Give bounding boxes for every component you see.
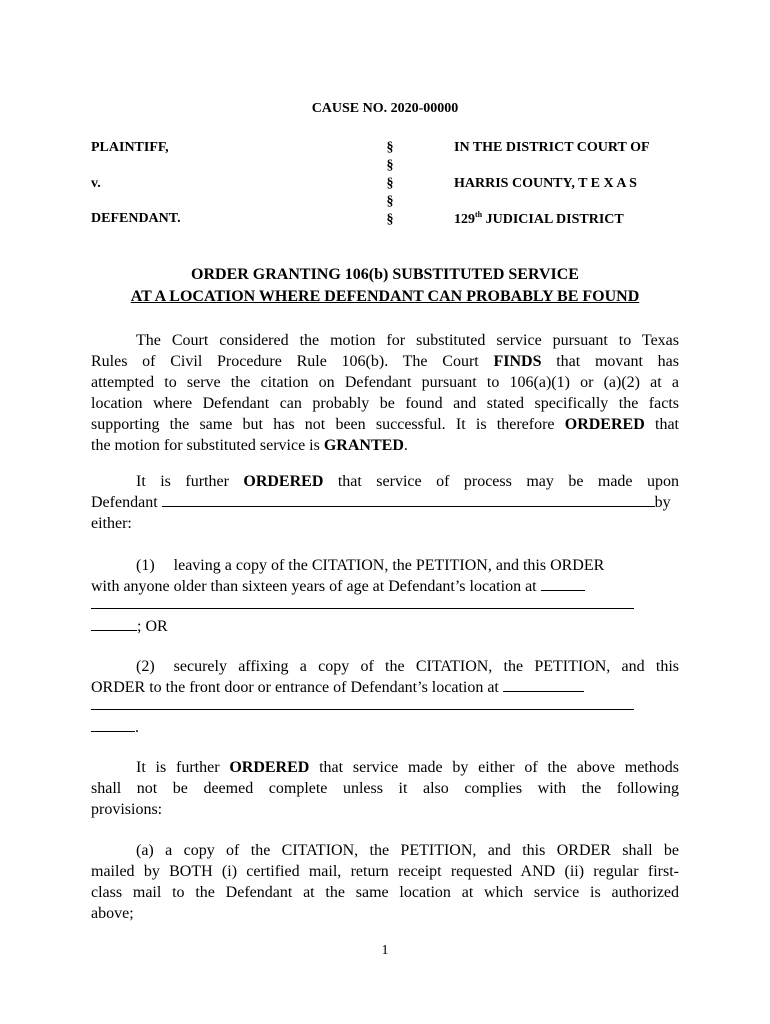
bold-term: ORDERED [243,473,324,490]
section-mark: § [386,212,394,227]
district-number: 129 [454,212,475,227]
text-line: either: [91,515,132,532]
text-run: supporting the same but has not been successful. It is therefore [91,416,565,433]
cause-number: CAUSE NO. 2020-00000 [311,101,459,116]
order-title-line2-text: AT A LOCATION WHERE DEFENDANT CAN PROBABLY BE FOUND [130,288,640,305]
text-run: It is further [136,473,244,490]
location-blank[interactable] [91,616,137,631]
district-label: JUDICIAL DISTRICT [482,212,624,227]
location-blank[interactable] [541,576,585,591]
text-run: ; OR [137,618,168,635]
order-title-line2 [0,288,770,306]
section-mark: § [386,176,394,191]
bold-term: FINDS [493,353,542,370]
order-title-line1: ORDER GRANTING 106(b) SUBSTITUTED SERVICE [191,266,579,283]
text-line: mailed by BOTH (i) certified mail, return receipt requested AND (ii) regular first- [91,863,679,880]
text-run: Rules of Civil Procedure Rule 106(b). The Court [91,353,494,370]
text-run: It is further [136,759,230,776]
text-line [91,677,679,698]
text-line: above; [91,905,134,922]
text-run: . [403,437,408,454]
text-line: attempted to serve the citation on Defendant pursuant to 106(a)(1) or (a)(2) at a [91,374,679,391]
text-line [91,757,679,778]
text-line: class mail to the Defendant at the same location at which service is authorized [91,884,679,901]
text-run: Defendant [91,494,162,511]
district-ordinal: th [475,210,483,219]
text-run: leaving a copy of the CITATION, the PETITION, and this ORDER [173,557,605,574]
caption-plaintiff: PLAINTIFF, [91,140,169,155]
section-mark: § [386,140,394,155]
service-option-1 [91,555,679,597]
caption-district [454,212,624,228]
text-line [91,656,679,677]
text-run: that service made by either of the above methods [309,759,679,776]
caption-defendant: DEFENDANT. [91,211,181,226]
text-run: the motion for substituted service is [91,437,324,454]
caption-court: IN THE DISTRICT COURT OF [454,140,650,155]
text-line: (a) a copy of the CITATION, the PETITION, and this ORDER shall be [136,842,679,859]
text-run: ORDER to the front door or entrance of Defendant’s location at [91,679,503,696]
location-blank-line[interactable] [91,709,634,710]
page-number: 1 [381,943,389,958]
paragraph-completion [91,757,679,820]
text-run: that movant has [541,353,680,370]
bold-term: ORDERED [564,416,645,433]
text-run: by [654,494,671,511]
text-line [91,435,679,456]
text-line [91,471,679,492]
service-option-2 [91,656,679,698]
caption-county: HARRIS COUNTY, T E X A S [454,176,637,191]
text-line: shall not be deemed complete unless it also complies with the following [91,780,679,797]
paragraph-findings [91,330,679,456]
text-line [91,414,679,435]
option-2-end [91,717,139,737]
text-run: with anyone older than sixteen years of age at Defendant’s location at [91,578,541,595]
text-line [91,555,679,576]
text-run: that [644,416,679,433]
text-run: securely affixing a copy of the CITATION, the PETITION, and this [173,658,679,675]
defendant-name-blank[interactable] [162,492,655,507]
bold-term: ORDERED [229,759,310,776]
caption-versus: v. [91,176,101,191]
location-blank[interactable] [503,677,584,692]
section-mark: § [386,194,394,209]
location-blank[interactable] [91,717,135,732]
text-line: location where Defendant can probably be found and stated specifically the facts [91,395,679,412]
option-1-end [91,616,168,636]
text-line: The Court considered the motion for substituted service pursuant to Texas [136,332,679,349]
text-run: . [135,719,139,736]
section-mark: § [386,158,394,173]
text-line [91,351,679,372]
bold-term: GRANTED [323,437,404,454]
location-blank-line[interactable] [91,608,634,609]
item-number: (2) [136,658,155,675]
paragraph-service-order [91,471,679,534]
text-line [91,492,679,513]
text-line: provisions: [91,801,163,818]
provision-a [91,840,679,924]
text-run: that service of process may be made upon [323,473,680,490]
text-line [91,576,679,597]
item-number: (1) [136,557,155,574]
